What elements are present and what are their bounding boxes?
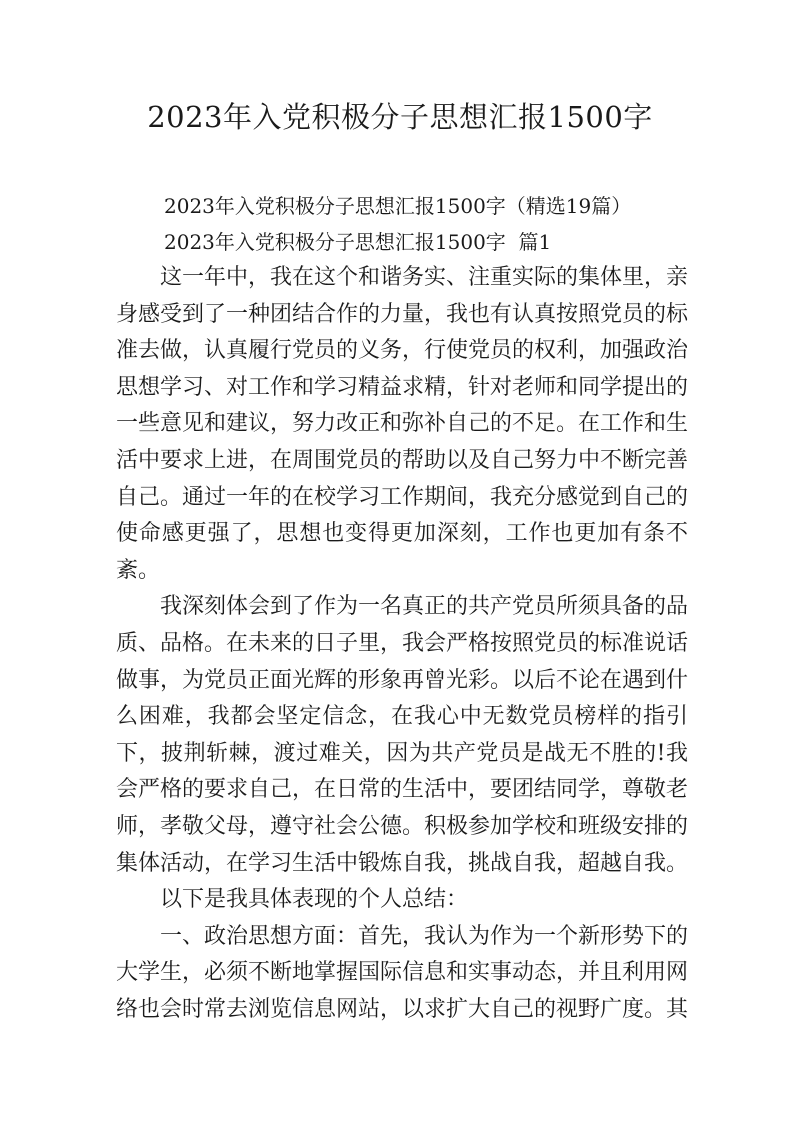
document-subtitle: 2023年入党积极分子思想汇报1500字（精选19篇） — [164, 194, 632, 218]
document-title: 2023年入党积极分子思想汇报1500字 — [147, 100, 653, 134]
paragraph: 一、政治思想方面：首先，我认为作为一个新形势下的大学生，必须不断地掌握国际信息和实事动态，并且利用网络也会时常去浏览信息网站，以求扩大自己的视野广度。其 — [116, 923, 689, 1022]
section-heading: 2023年入党积极分子思想汇报1500字 篇1 — [164, 230, 552, 254]
paragraph: 这一年中，我在这个和谐务实、注重实际的集体里，亲身感受到了一种团结合作的力量，我也有认真按照党员的标准去做，认真履行党员的义务，行使党员的权利，加强政治思想学习、对工作和学习精益求精，针对老师和同学提出的一些意见和建议，努力改正和弥补自己的不足。在工作和生活中要求上进，在周围党员的帮助以及自己努力中不断完善自己。通过一年的在校学习工作期间，我充分感觉到自己的使命感更强了，思想也变得更加深刻，工作也更加有条不紊。 — [116, 265, 689, 583]
document-body — [116, 188, 688, 1028]
paragraph: 我深刻体会到了作为一名真正的共产党员所须具备的品质、品格。在未来的日子里，我会严格按照党员的标准说话做事，为党员正面光辉的形象再曾光彩。以后不论在遇到什么困难，我都会坚定信念，在我心中无数党员榜样的指引下，披荆斩棘，渡过难关，因为共产党员是战无不胜的!我会严格的要求自己，在日常的生活中，要团结同学，尊敬老师，孝敬父母，遵守社会公德。积极参加学校和班级安排的集体活动，在学习生活中锻炼自我，挑战自我，超越自我。 — [116, 594, 689, 876]
paragraph: 以下是我具体表现的个人总结： — [160, 887, 469, 913]
